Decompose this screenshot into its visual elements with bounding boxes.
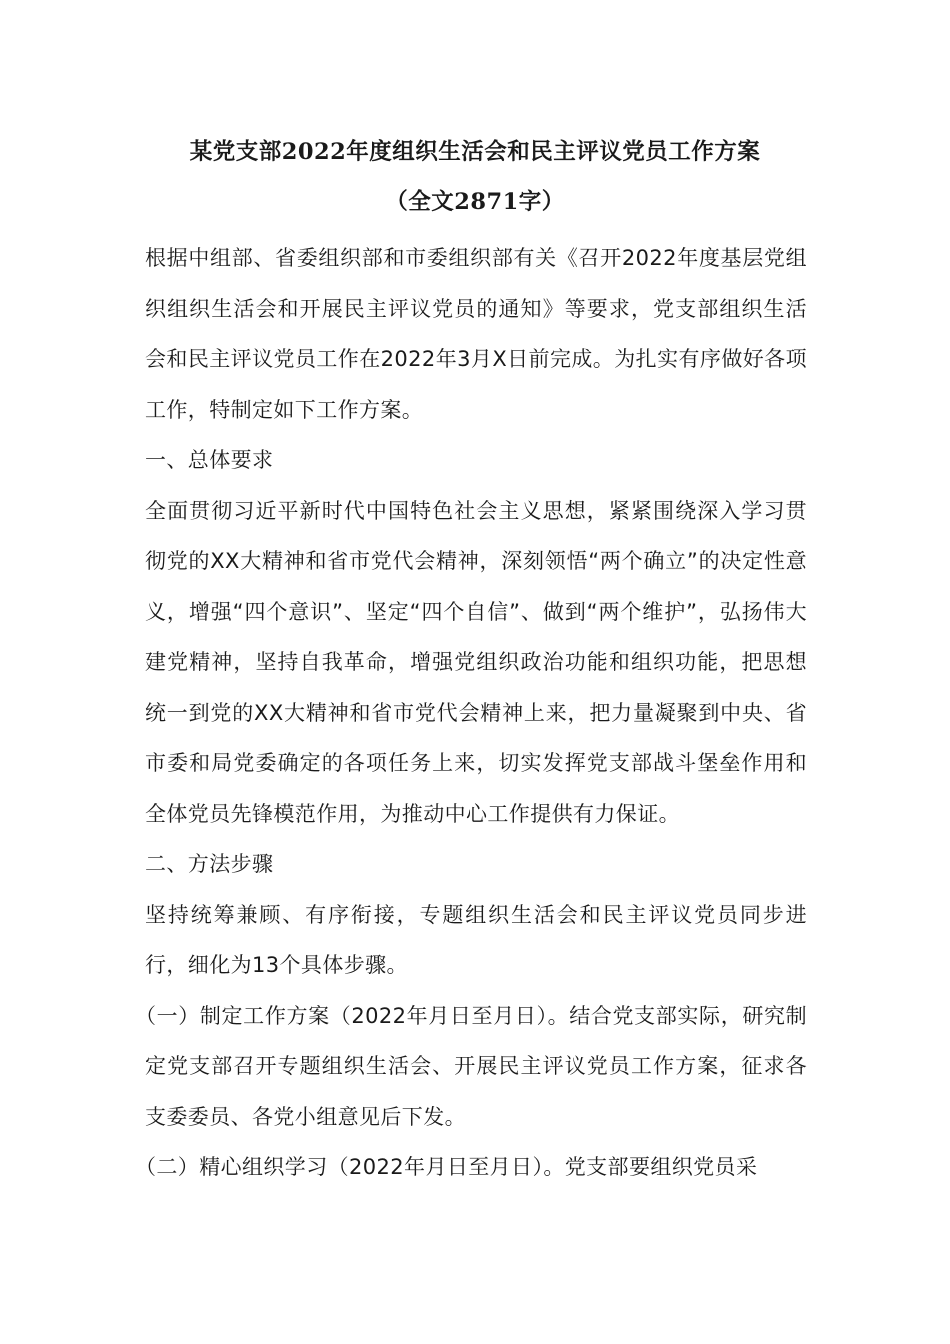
- step-one-paragraph: （一）制定工作方案（2022年月日至月日）。结合党支部实际，研究制定党支部召开专题组织生活会、开展民主评议党员工作方案，征求各支委委员、各党小组意见后下发。: [135, 1003, 807, 1129]
- document-title: 某党支部2022年度组织生活会和民主评议党员工作方案: [189, 139, 761, 165]
- section-heading-methods-steps: 二、方法步骤: [145, 852, 274, 876]
- document-body: [135, 233, 807, 1193]
- section-heading-general-requirements: 一、总体要求: [145, 448, 274, 472]
- intro-paragraph: 根据中组部、省委组织部和市委组织部有关《召开2022年度基层党组织组织生活会和开展民主评议党员的通知》等要求，党支部组织生活会和民主评议党员工作在2022年3月X日前完成。为扎实有序做好各项工作，特制定如下工作方案。: [145, 246, 807, 422]
- step-two-paragraph: （二）精心组织学习（2022年月日至月日）。党支部要组织党员采: [135, 1155, 758, 1179]
- general-requirements-paragraph: 全面贯彻习近平新时代中国特色社会主义思想，紧紧围绕深入学习贯彻党的XX大精神和省市党代会精神，深刻领悟“两个确立”的决定性意义，增强“四个意识”、坚定“四个自信”、做到“两个维护”，弘扬伟大建党精神，坚持自我革命，增强党组织政治功能和组织功能，把思想统一到党的XX大精神和省市党代会精神上来，把力量凝聚到中央、省市委和局党委确定的各项任务上来，切实发挥党支部战斗堡垒作用和全体党员先锋模范作用，为推动中心工作提供有力保证。: [145, 498, 807, 826]
- document-subtitle: （全文2871字）: [385, 189, 565, 215]
- methods-steps-paragraph: 坚持统筹兼顾、有序衔接，专题组织生活会和民主评议党员同步进行，细化为13个具体步骤。: [145, 902, 807, 977]
